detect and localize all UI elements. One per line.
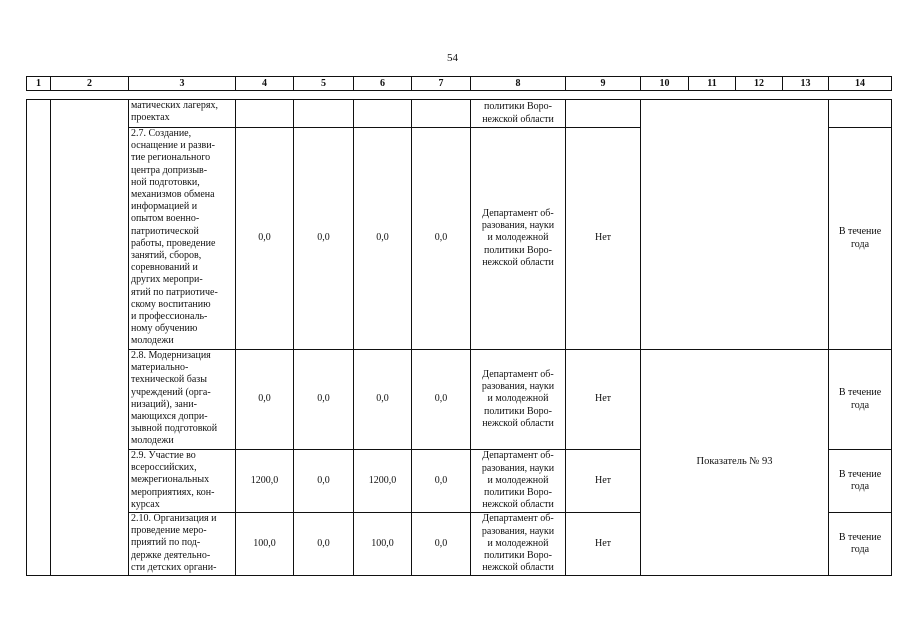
dept-cell — [471, 450, 566, 513]
program-table — [26, 76, 892, 576]
value-cell: 0,0 — [236, 128, 294, 350]
event-cell — [129, 100, 236, 128]
event-text: 2.7. Создание, оснащение и разви- тие регионального центра допризыв- ной подготовки, механизмов обмена информацией и опытом военно- патриотической работы, проведение занятий, сборов, соревнований и других меропри- ятий по патриотиче- скому воспитанию и профессиональ- ному обучению молодежи — [131, 128, 218, 347]
column-header-row — [27, 77, 892, 91]
term-cell — [829, 513, 892, 576]
value-cell: 0,0 — [412, 350, 471, 450]
dept-text: Департамент об- разования, науки и молодежной политики Воро- нежской области — [481, 450, 555, 511]
value-cell: 0,0 — [412, 450, 471, 513]
column-header: 13 — [783, 77, 829, 91]
value-cell: 0,0 — [354, 350, 412, 450]
value-cell — [412, 100, 471, 128]
dept-text: Департамент об- разования, науки и молодежной политики Воро- нежской области — [481, 207, 555, 268]
event-cell — [129, 513, 236, 576]
term-text: В течение года — [838, 468, 882, 492]
column-header: 7 — [412, 77, 471, 91]
term-text: В течение года — [838, 387, 882, 411]
col2-cell — [51, 100, 129, 576]
value-cell: 0,0 — [294, 350, 354, 450]
column-header: 6 — [354, 77, 412, 91]
term-cell — [829, 450, 892, 513]
table-row — [27, 100, 892, 128]
column-header: 8 — [471, 77, 566, 91]
flag-cell: Нет — [566, 350, 641, 450]
column-header: 11 — [689, 77, 736, 91]
value-cell: 1200,0 — [354, 450, 412, 513]
dept-cell — [471, 128, 566, 350]
column-header: 12 — [736, 77, 783, 91]
event-cell — [129, 450, 236, 513]
event-text: 2.9. Участие во всероссийских, межрегиональных мероприятиях, кон- курсах — [131, 450, 215, 510]
value-cell: 0,0 — [294, 513, 354, 576]
column-header: 2 — [51, 77, 129, 91]
term-cell — [829, 350, 892, 450]
dept-text: Департамент об- разования, науки и молодежной политики Воро- нежской области — [481, 368, 555, 429]
value-cell — [236, 100, 294, 128]
term-cell — [829, 128, 892, 350]
dept-text: политики Воро- нежской области — [482, 101, 554, 125]
flag-cell — [566, 100, 641, 128]
event-text: матических лагерях, проектах — [131, 100, 218, 124]
value-cell: 0,0 — [354, 128, 412, 350]
value-cell: 0,0 — [412, 128, 471, 350]
page-number: 54 — [447, 52, 458, 64]
term-text: В течение года — [838, 226, 882, 250]
dept-cell — [471, 350, 566, 450]
value-cell: 0,0 — [412, 513, 471, 576]
event-text: 2.10. Организация и проведение меро- приятий по под- держке деятельно- сти детских органи- — [131, 513, 217, 573]
dept-text: Департамент об- разования, науки и молодежной политики Воро- нежской области — [481, 513, 555, 574]
column-header: 1 — [27, 77, 51, 91]
value-cell: 100,0 — [354, 513, 412, 576]
term-text: В течение года — [838, 531, 882, 555]
event-cell — [129, 128, 236, 350]
table-row — [27, 350, 892, 450]
flag-cell: Нет — [566, 513, 641, 576]
column-header: 10 — [641, 77, 689, 91]
indicator-text: Показатель № 93 — [696, 456, 773, 468]
flag-cell: Нет — [566, 128, 641, 350]
value-cell: 0,0 — [236, 350, 294, 450]
indicator-cell — [641, 350, 829, 576]
spacer-row — [27, 91, 892, 100]
spacer-cell — [27, 91, 892, 100]
column-header: 3 — [129, 77, 236, 91]
col1-cell — [27, 100, 51, 576]
event-cell — [129, 350, 236, 450]
column-header: 4 — [236, 77, 294, 91]
flag-cell: Нет — [566, 450, 641, 513]
dept-cell — [471, 513, 566, 576]
event-text: 2.8. Модернизация материально- технической базы учреждений (орга- низаций), зани- мающихся допри- зывной подготовкой молодежи — [131, 350, 218, 447]
column-header: 9 — [566, 77, 641, 91]
dept-cell — [471, 100, 566, 128]
term-cell — [829, 100, 892, 128]
indicator-cell-upper — [641, 100, 829, 350]
column-header: 5 — [294, 77, 354, 91]
value-cell: 0,0 — [294, 128, 354, 350]
value-cell: 100,0 — [236, 513, 294, 576]
program-table-wrapper — [26, 76, 891, 576]
value-cell: 0,0 — [294, 450, 354, 513]
value-cell — [294, 100, 354, 128]
value-cell: 1200,0 — [236, 450, 294, 513]
value-cell — [354, 100, 412, 128]
column-header: 14 — [829, 77, 892, 91]
